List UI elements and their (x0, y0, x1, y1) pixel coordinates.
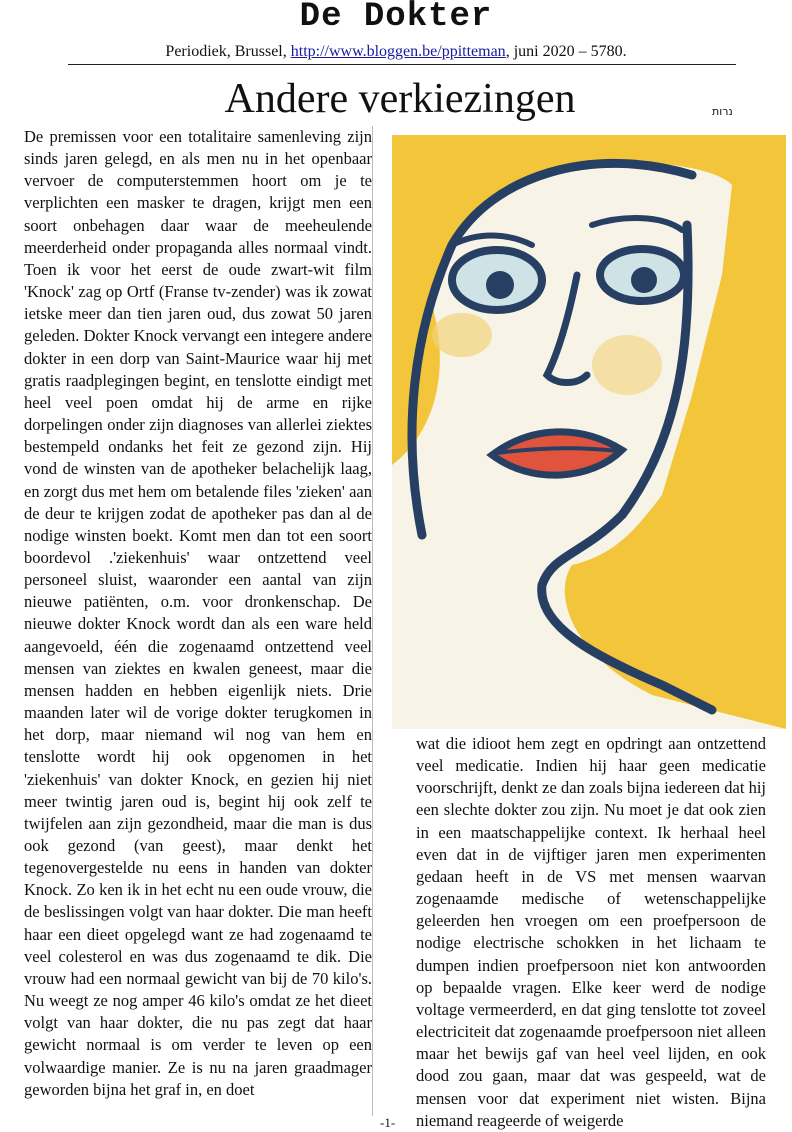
article-text-right: wat die idioot hem zegt en opdringt aan ontzettend veel medicatie. Indien hij haar geen medicatie voorschrijft, denkt ze dan zoals bijna iedereen dat hij een slechte dokter zou zijn. Nu moet je dat ook zien in een maatschappelijke context. Ik herhaal heel even dat in de vijftiger jaren men experimenten gedaan heeft in de VS met mensen waarvan zogenaamde medische of wetenschappelijke geleerden hen vroegen om een proefpersoon de nodige electrische schokken in het lichaam te dumpen indien proefpersoon niet kon antwoorden op bepaalde vragen. Elke keer werd de nodige voltage vermeerderd, en dat ging tenslotte tot zoveel electriciteit dat zogenaamde proefpersoon niet alleen maar het bewijs gaf van heel veel lijden, en ook dood zou gaan, maar dat was gespeeld, wat de mensen voor dat experiment niet wisten. Bijna niemand reageerde of weigerde (416, 734, 766, 1130)
masthead-subtitle (0, 42, 792, 62)
article-text-left: De premissen voor een totalitaire samenleving zijn sinds jaren gelegd, en als men nu in het openbaar vervoer de computerstemmen hoort om je te verplichten een masker te dragen, krijgt men een soort onbehagen daar waar de meeheulende meerderheid onder propaganda alles normaal vindt. Toen ik voor het eerst de oude zwart-wit film 'Knock' zag op Ortf (Franse tv-zender) was ik zowat ietske meer dan tien jaren oud, dus zowat 50 jaren geleden. Dokter Knock vervangt een integere andere dokter in een dorp van Saint-Maurice waar hij met gratis raadplegingen begint, en tenslotte eindigt met heel veel poen omdat hij de arme en rijke dorpelingen onder zijn diagnoses van allerlei ziektes bestempeld ondanks het feit ze gezond zijn. Hij vond de winsten van de apotheker belachelijk laag, en zorgt dus met hem om betalende files 'zieken' aan de deur te krijgen zodat de apotheker pas dan al de nodige winsten boekt. Komt men dan tot een soort boordevol .'ziekenhuis' waar ontzettend veel personeel sluist, waaronder een aantal van zijn nieuwe patiënten, o.m. voor dronkenschap. De nieuwe dokter Knock wordt dan als een ware held aangevoeld, één die zogenaamd ontzettend veel mensen van ziektes en kwalen geneest, maar die mensen hadden en hebben eigenlijk niets. Drie maanden later wil de vorige dokter terugkomen in het dorp, maar niemand wil nog van hem en tenslotte wordt hij ook opgenomen in het 'ziekenhuis' van dokter Knock, en gezien hij niet meer twintig jaren oud is, begint hij ook zelf te twijfelen aan zijn gezondheid, maar die man is dus ook gezond (van geest), maar denkt het tegenovergestelde nu eens in handen van dokter Knock. Zo ken ik in het echt nu een oude vrouw, die de beslissingen volgt van haar dokter. Die man heeft haar een dieet opgelegd want ze had zogenaamd te veel colesterol en was dus zogenaamd te dik. Die vrouw had een normaal gewicht van bij de 70 kilo's. Nu weegt ze nog amper 46 kilo's omdat ze het dieet volgt van haar dokter, die nu pas zegt dat haar gewicht normaal is om verder te leven op een volwaardige manier. Ze is nu na jaren graadmager geworden bijna het graf in, en doet (24, 127, 372, 1099)
masthead-divider (68, 64, 736, 65)
subtitle-suffix: , juni 2020 – 5780. (505, 43, 627, 60)
article-column-right (416, 733, 766, 1130)
article-headline: Andere verkiezingen (224, 76, 576, 122)
subtitle-prefix: Periodiek, Brussel, (165, 43, 291, 60)
article-column-left (24, 126, 373, 1116)
masthead-title: De Dokter (299, 0, 493, 36)
face-painting-icon (392, 135, 786, 729)
page-number: -1- (380, 1115, 396, 1130)
blog-link[interactable]: http://www.bloggen.be/ppitteman (290, 43, 506, 60)
hebrew-tag: נרות (712, 105, 733, 118)
face-painting (392, 135, 786, 729)
